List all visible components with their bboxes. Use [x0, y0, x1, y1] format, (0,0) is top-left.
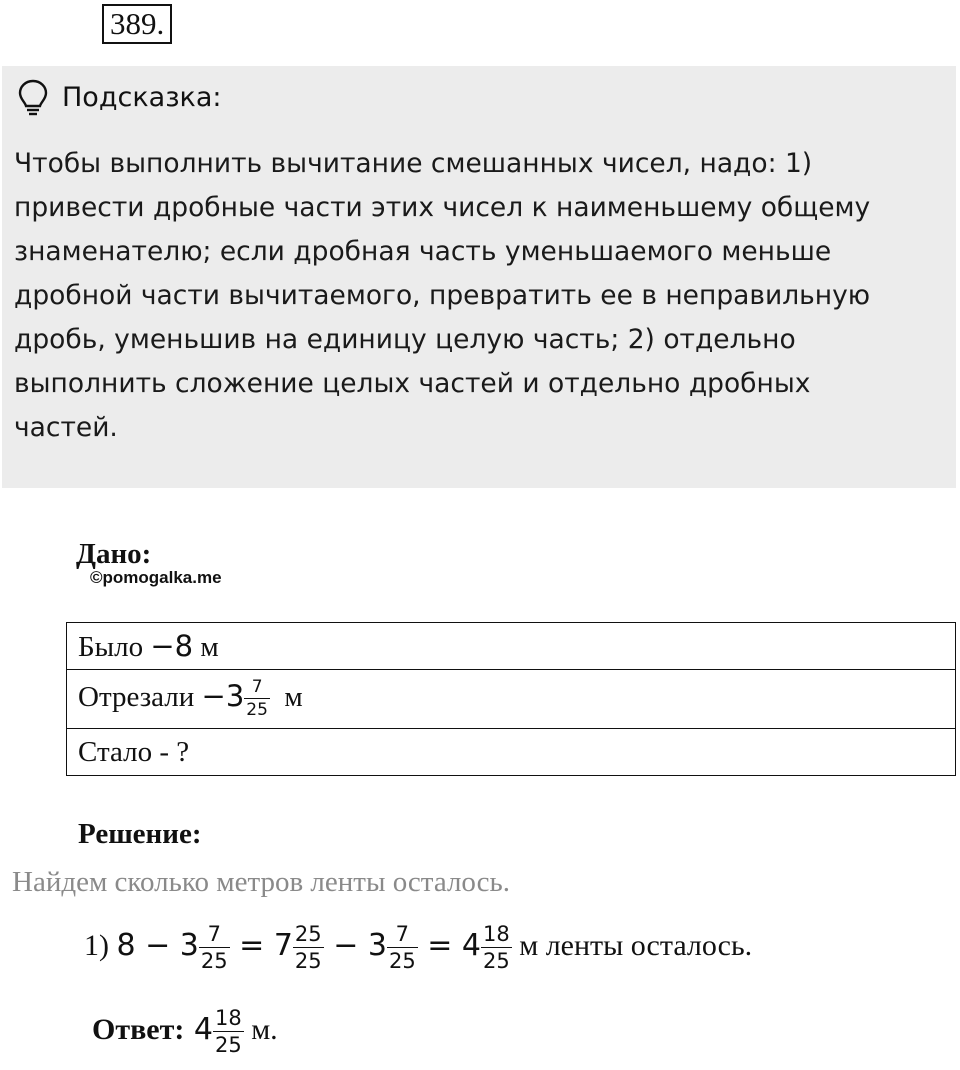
- step-tail: м ленты осталось.: [511, 928, 753, 962]
- row-label: Отрезали: [78, 680, 202, 713]
- given-row-cut: [67, 670, 956, 729]
- answer-unit: м.: [243, 1012, 278, 1046]
- step-expr: = 7: [229, 927, 293, 963]
- fraction: [481, 924, 512, 972]
- task-number: 389.: [102, 4, 172, 44]
- table-row: [67, 623, 956, 670]
- hint-line: Чтобы выполнить вычитание смешанных чисел, надо: 1): [14, 148, 813, 179]
- fraction-denominator: 25: [388, 949, 416, 973]
- hint-line: привести дробные части этих чисел к наименьшему общему: [14, 192, 871, 223]
- row-value: −3: [201, 678, 245, 713]
- answer-label: Ответ:: [92, 1012, 185, 1046]
- solution-step: [84, 924, 752, 972]
- fraction-numerator: 25: [294, 922, 322, 946]
- hint-line: выполнить сложение целых частей и отдельно дробных: [14, 368, 811, 399]
- fraction-numerator: 7: [387, 924, 418, 948]
- fraction-numerator: 7: [244, 679, 270, 699]
- hint-line: частей.: [14, 412, 118, 443]
- solution-intro: Найдем сколько метров ленты осталось.: [12, 866, 510, 898]
- fraction: [387, 924, 418, 972]
- given-table: [66, 622, 956, 776]
- fraction: [244, 679, 270, 719]
- fraction: [293, 924, 324, 972]
- solution-label: Решение:: [78, 818, 202, 850]
- given-row-left: [67, 729, 956, 776]
- step-expr: = 4: [417, 927, 481, 963]
- table-row: [67, 670, 956, 729]
- fraction: [213, 1008, 244, 1056]
- hint-line: знаменателю; если дробная часть уменьшаемого меньше: [14, 236, 832, 267]
- step-expr: − 3: [323, 927, 387, 963]
- fraction-numerator: 18: [214, 1006, 242, 1030]
- answer-whole: 4: [184, 1011, 213, 1047]
- hint-line: дробной части вычитаемого, превратить ее в неправильную: [14, 280, 871, 311]
- given-row-was: [67, 623, 956, 670]
- step-expr: 8 − 3: [116, 927, 199, 963]
- fraction-numerator: 7: [199, 924, 230, 948]
- row-value: −8: [150, 628, 194, 663]
- given-label: Дано:: [76, 538, 152, 570]
- fraction-denominator: 25: [200, 949, 228, 973]
- table-row: [67, 729, 956, 776]
- hint-box: [2, 66, 956, 488]
- fraction-numerator: 18: [482, 922, 510, 946]
- row-label: Было: [78, 630, 151, 663]
- watermark: ©pomogalka.me: [90, 568, 222, 587]
- hint-line: дробь, уменьшив на единицу целую часть; 2) отдельно: [14, 324, 796, 355]
- lightbulb-icon: [16, 78, 50, 118]
- fraction-denominator: 25: [246, 700, 268, 721]
- hint-text: [14, 142, 950, 450]
- step-index: 1): [84, 928, 109, 962]
- answer: [92, 1008, 278, 1056]
- fraction-denominator: 25: [482, 949, 510, 973]
- row-unit: м: [193, 630, 219, 663]
- hint-title: Подсказка:: [62, 82, 222, 113]
- fraction: [199, 924, 230, 972]
- row-unit: м: [284, 680, 303, 713]
- fraction-denominator: 25: [214, 1033, 242, 1057]
- fraction-denominator: 25: [294, 949, 322, 973]
- row-label: Стало - ?: [78, 735, 190, 768]
